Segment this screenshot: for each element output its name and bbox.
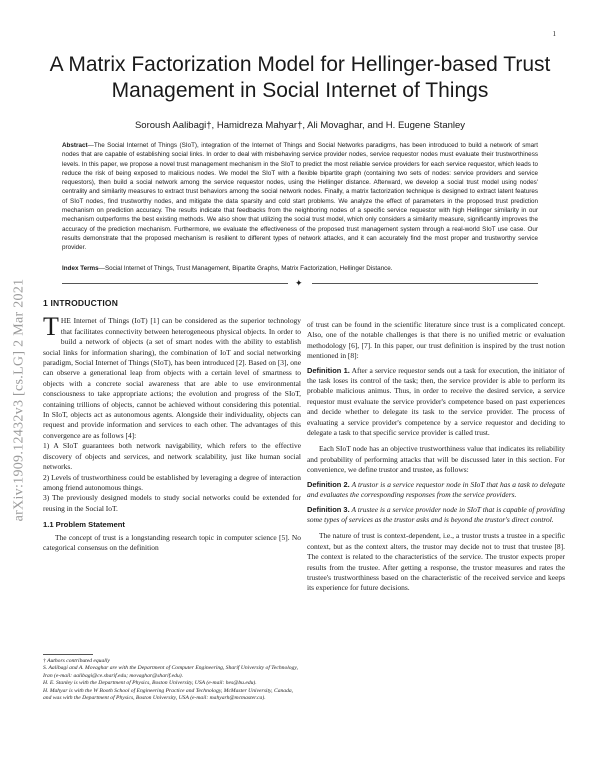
definition-1 (307, 366, 565, 439)
definition-2-text: A trustor is a service requestor node in SIoT that has a task to delegate and evaluates the corresponding responses from the service providers. (307, 479, 565, 500)
footnote-equal-contribution: † Authors contributed equally (43, 658, 110, 664)
trust-definition-paragraph: of trust can be found in the scientific literature since trust is a complicated concept. Also, one of the notable challenges is that there is no unified metric or evaluation methodology [6], [7]. In this paper, our trust definition is inspired by the trust notion mentioned in [8]: (307, 320, 565, 361)
subsection-heading-problem-statement: 1.1 Problem Statement (43, 520, 125, 530)
divider-diamond-icon: ✦ (295, 278, 303, 288)
abstract-label: Abstract (62, 142, 88, 149)
context-paragraph: The nature of trust is context-dependent, i.e., a trustor trusts a trustee in a specific context, but as the context alters, the trustor may decide not to trust that trustee [8]. The context is related to the characteristics of the service. The trustor expects proper results from the trustee. After getting a response, the trustor measures and rates the trustee's trustworthiness based on the characteristic of the received service and keeps its experience for future decisions. (307, 531, 565, 593)
section-heading-introduction: 1 INTRODUCTION (43, 298, 119, 308)
definition-3-label: Definition 3. (307, 504, 350, 514)
definition-3-text: A trustee is a service provider node in SIoT that is capable of providing some types of services as the trustor asks and is beyond the trustor's direct control. (307, 504, 565, 524)
page-number: 1 (552, 30, 556, 38)
arxiv-stamp (6, 230, 32, 570)
index-terms (62, 264, 538, 273)
intro-list-item-3: 3) The previously designed models to study social networks could be extended for reusing in the Social IoT. (43, 493, 301, 513)
abstract (62, 141, 538, 253)
divider-line-left (62, 283, 288, 284)
footnote-affiliation-3: H. Mahyar is with the W Booth School of Engineering Practice and Technology, McMaster University, Canada, and was with the Department of Physics, Boston University, USA (e-mail: mahyarh@mcmaster.ca). (43, 687, 294, 702)
intro-paragraph (43, 312, 301, 441)
drop-cap: T (43, 312, 59, 342)
footnote-affiliation-1: S. Aalibagi and A. Movaghar are with the Department of Computer Engineering, Sharif University of Technology, Iran (e-mail: aalibagi@ce.sharif.edu; movaghar@sharif.edu). (43, 665, 298, 679)
intro-text: HE Internet of Things (IoT) [1] can be considered as the superior technology that facilitates connectivity between heterogeneous physical objects. In order to build a network of objects (a set of smart nodes with the ability to establish social links for information sharing), the combination of IoT and social networking paradigm, Social Internet of Things (SIoT), has been introduced [2]. Based on [3], one can observe a generational leap from objects with a certain level of smartness to objects with a concrete social awareness that are able to use environmental consciousness to take appropriate actions; the evolution and progress of the SIoT, containing trillions of objects, cannot be achieved without considering this potential. In SIoT, objects act as autonomous agents. Alongside their individuality, objects can request and provide information and services to each other. The advantages of this convergence are as follows [4]: (43, 316, 301, 440)
footnote-affiliation-2: H. E. Stanley is with the Department of Physics, Boston University, USA (e-mail: hes@bu.edu). (43, 680, 257, 687)
index-terms-text: —Social Internet of Things, Trust Management, Bipartite Graphs, Matrix Factorization, Hellinger Distance. (98, 265, 393, 272)
intro-list-item-1: 1) A SIoT guarantees both network navigability, which refers to the effective discovery of objects and services, and network scalability, just like human social networks. (43, 441, 301, 472)
definition-1-text: After a service requestor sends out a task for execution, the initiator of the task loses its control of the task; then, the service provider is able to perform its probable malicious animus. Thus, in order to receive the desired service, a service requestor must evaluate the service provider's competence based on past experiences and decide whether to delegate its task to the service provider. The process of evaluating a service provider's competence by a service requestor and deciding to delegate a task to that specific service provider is called trust. (307, 365, 565, 438)
problem-paragraph: The concept of trust is a longstanding research topic in computer science [5]. No categorical consensus on the definition (43, 532, 301, 552)
definition-3 (307, 505, 565, 526)
intro-list-item-2: 2) Levels of trustworthiness could be established by leveraging a degree of interaction among friend autonomous things. (43, 472, 301, 492)
index-terms-label: Index Terms (62, 265, 99, 272)
arxiv-stamp-text: arXiv:1909.12432v3 [cs.LG] 2 Mar 2021 (11, 278, 26, 522)
trustworthiness-paragraph: Each SIoT node has an objective trustworthiness value that indicates its reliability and probability of performing attacks that will be discussed later in this section. For convenience, we define trustor and trustee, as follows: (307, 444, 565, 475)
abstract-text: —The Social Internet of Things (SIoT), integration of the Internet of Things and Social Networks paradigms, has been introduced to build a network of smart nodes that are capable of establishing social links. In order to deal with misbehaving service provider nodes, service requestor nodes must evaluate their trustworthiness levels. In this paper, we propose a novel trust management mechanism in the SIoT to predict the most reliable service providers for each service requestor, which leads to reduce the risk of being exposed to malicious nodes. We model the SIoT with a flexible bipartite graph (containing two sets of nodes: service providers and service requestors), then build a social network among the service requestor nodes, using the Hellinger distance. Afterward, we develop a social trust model using nodes' centrality and similarity measures to extract trust behaviors among the social network nodes. Finally, a matrix factorization technique is designed to extract latent features of SIoT nodes, find trustworthy nodes, and mitigate the data sparsity and cold start problems. We analyze the effect of parameters in the proposed trust prediction mechanism on prediction accuracy. The results indicate that feedbacks from the neighboring nodes of a specific service requestor with high Hellinger similarity in our mechanism outperforms the best existing methods. We also show that utilizing the social trust model, which only considers a similarity measure, significantly improves the accuracy of the prediction mechanism. Furthermore, we evaluate the effectiveness of the proposed trust management system through a real-world SIoT use case. Our results demonstrate that the proposed mechanism is resilient to different types of network attacks, and it can accurately find the most proper and trustworthy service provider. (62, 142, 538, 252)
left-column (43, 298, 301, 553)
right-column (307, 320, 565, 594)
definition-2 (307, 480, 565, 501)
paper-title: A Matrix Factorization Model for Hellinger-based Trust Management in Social Internet of Things (49, 53, 551, 102)
author-list: Soroush Aalibagi†, Hamidreza Mahyar†, Ali Movaghar, and H. Eugene Stanley (134, 120, 466, 131)
footnotes (43, 654, 301, 702)
divider-line-right (312, 283, 538, 284)
footnote-rule (43, 654, 93, 655)
section-divider (62, 278, 538, 288)
definition-1-label: Definition 1. (307, 365, 350, 375)
definition-2-label: Definition 2. (307, 479, 350, 489)
